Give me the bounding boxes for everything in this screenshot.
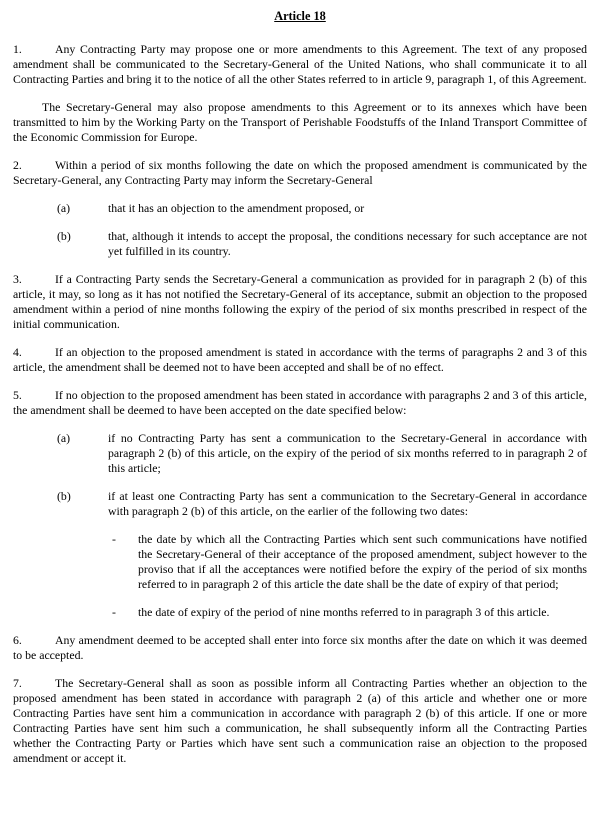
paragraph-2-number: 2. [13,158,22,172]
subparagraph-5a-label: (a) [57,431,71,445]
paragraph-6-text: Any amendment deemed to be accepted shall enter into force six months after the date on which it was deemed to be accepted. [13,633,587,662]
paragraph-3 [13,272,587,332]
subparagraph-2b [57,229,587,259]
paragraph-4-text: If an objection to the proposed amendment is stated in accordance with the terms of paragraphs 2 and 3 of this article, the amendment shall be deemed not to have been accepted and shall be of no effect. [13,345,587,374]
subparagraph-2b-text: that, although it intends to accept the proposal, the conditions necessary for such acceptance are not yet fulfilled in its country. [108,229,587,258]
subparagraph-5b-label: (b) [57,489,71,503]
dash-item-1-marker: - [112,532,116,546]
paragraph-3-number: 3. [13,272,22,286]
paragraph-4 [13,345,587,375]
paragraph-6 [13,633,587,663]
paragraph-4-number: 4. [13,345,22,359]
paragraph-6-number: 6. [13,633,22,647]
dash-item-2-text: the date of expiry of the period of nine months referred to in paragraph 3 of this article. [138,605,550,619]
paragraph-5 [13,388,587,418]
paragraph-2 [13,158,587,188]
paragraph-1-continuation-text: The Secretary-General may also propose amendments to this Agreement or to its annexes which have been transmitted to him by the Working Party on the Transport of Perishable Foodstuffs of the Inland Transport Committee of the Economic Commission for Europe. [13,100,587,144]
paragraph-1-number: 1. [13,42,22,56]
paragraph-1-continuation [13,100,587,145]
subparagraph-2a-text: that it has an objection to the amendment proposed, or [108,201,365,215]
paragraph-1 [13,42,587,87]
paragraph-2-text: Within a period of six months following the date on which the proposed amendment is communicated by the Secretary-General, any Contracting Party may inform the Secretary-General [13,158,587,187]
dash-item-1 [112,532,587,592]
dash-item-1-text: the date by which all the Contracting Parties which sent such communications have notified the Secretary-General of their acceptance of the proposed amendment, subject however to the proviso that if all the acceptances were notified before the expiry of the period of six months referred to in paragraph 2 of this article the date shall be the date of expiry of that period; [138,532,587,591]
paragraph-7-text: The Secretary-General shall as soon as possible inform all Contracting Parties whether an objection to the proposed amendment has been stated in accordance with paragraph 2 (a) of this article and whether one or more Contracting Parties have sent him a communication in accordance with paragraph 2 (b) of this article. If one or more Contracting Parties have sent him such a communication, he shall subsequently inform all the Contracting Parties whether the Contracting Party or Parties which have sent such a communication raise an objection to the proposed amendment or accept it. [13,676,587,765]
dash-item-2-marker: - [112,605,116,619]
paragraph-5-number: 5. [13,388,22,402]
subparagraph-2b-label: (b) [57,229,71,243]
paragraph-7 [13,676,587,766]
paragraph-3-text: If a Contracting Party sends the Secretary-General a communication as provided for in paragraph 2 (b) of this article, it may, so long as it has not notified the Secretary-General of its acceptance, submit an objection to the proposed amendment within a period of nine months following the expiry of the period of six months prescribed in respect of the initial communication. [13,272,587,331]
subparagraph-2a-label: (a) [57,201,71,215]
paragraph-7-number: 7. [13,676,22,690]
paragraph-1-text: Any Contracting Party may propose one or more amendments to this Agreement. The text of any proposed amendment shall be communicated to the Secretary-General of the United Nations, who shall communicate it to all Contracting Parties and bring it to the notice of all the other States referred to in article 9, paragraph 1, of this Agreement. [13,42,587,86]
subparagraph-5a [57,431,587,476]
subparagraph-2a [57,201,587,216]
dash-item-2 [112,605,587,620]
document-page [13,9,587,832]
subparagraph-5b [57,489,587,519]
subparagraph-5b-text: if at least one Contracting Party has sent a communication to the Secretary-General in accordance with paragraph 2 (b) of this article, on the earlier of the following two dates: [108,489,587,518]
paragraph-5-text: If no objection to the proposed amendment has been stated in accordance with paragraphs 2 and 3 of this article, the amendment shall be deemed to have been accepted on the date specified below: [13,388,587,417]
subparagraph-5a-text: if no Contracting Party has sent a communication to the Secretary-General in accordance with paragraph 2 (b) of this article, on the expiry of the period of six months referred to in paragraph 2 of this article; [108,431,587,475]
article-title: Article 18 [274,9,326,23]
